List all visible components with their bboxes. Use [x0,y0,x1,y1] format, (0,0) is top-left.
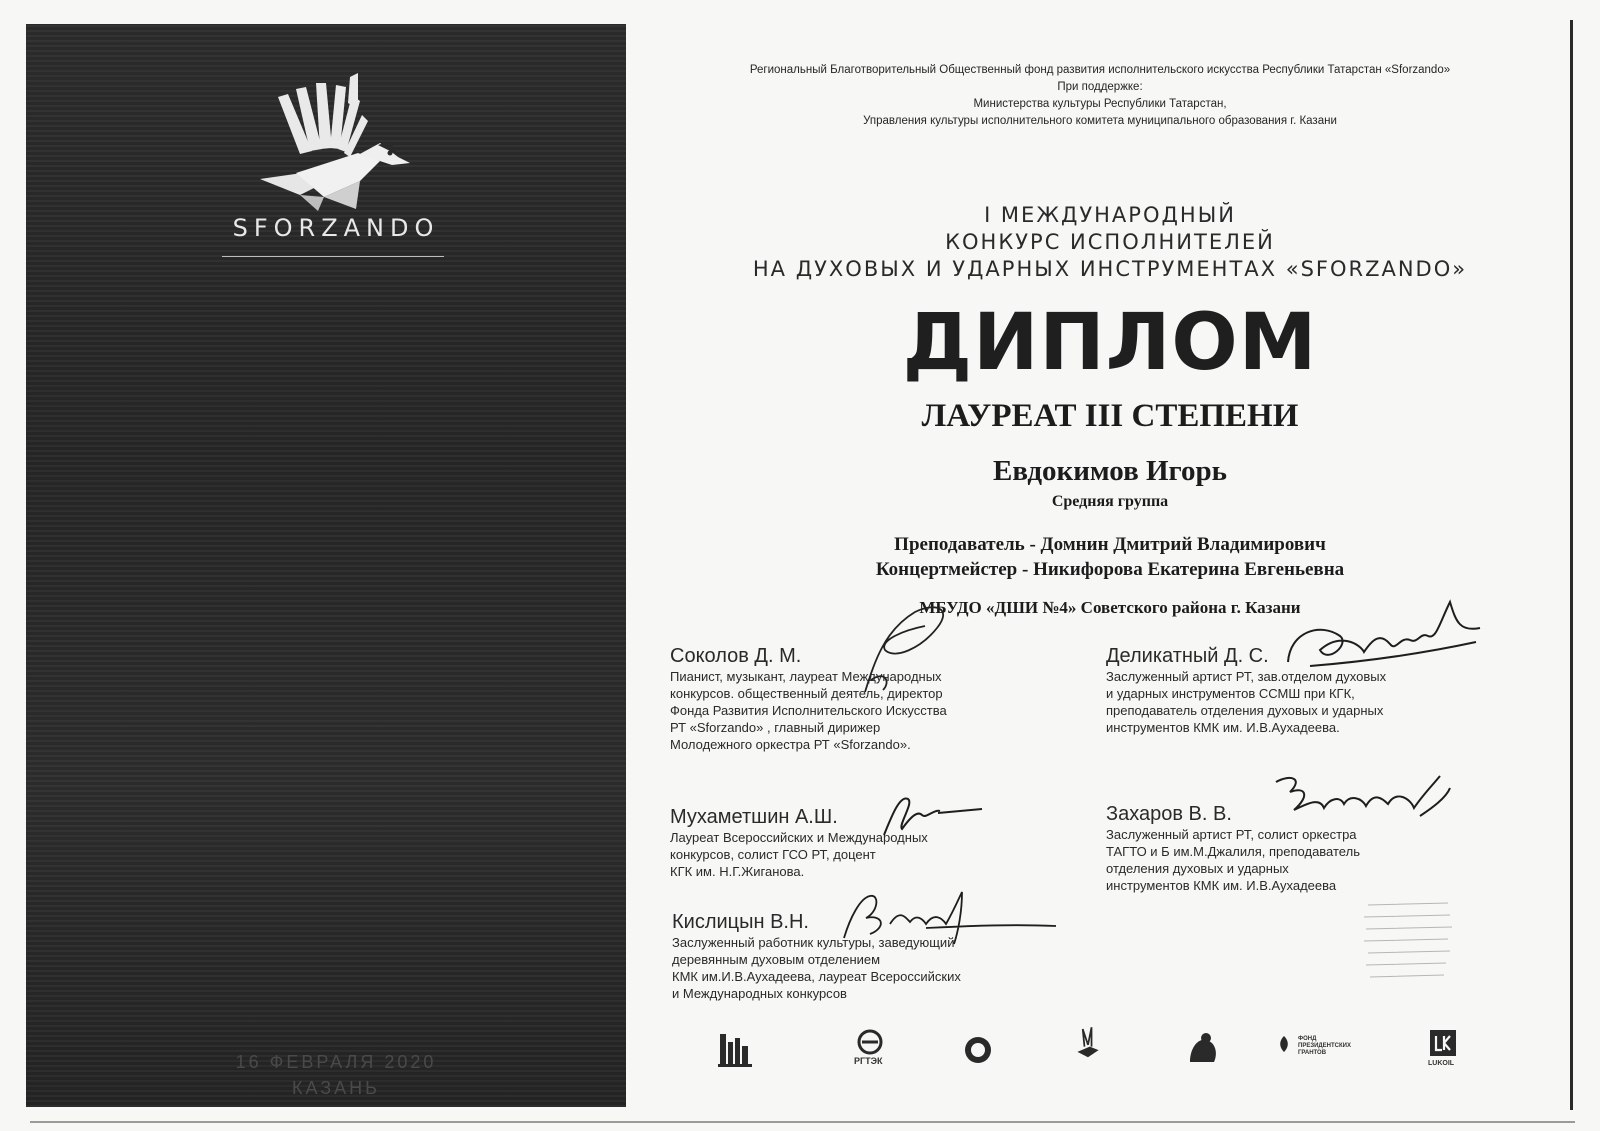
stamp-icon [1358,895,1458,995]
jury-desc [670,668,1050,753]
grants-line: ГРАНТОВ [1298,1050,1327,1056]
jury-desc-line: конкурсов. общественный деятель, директор [670,686,943,701]
jury-desc-line: конкурсов, солист ГСО РТ, доцент [670,847,876,862]
cover-panel [26,24,626,1107]
jury-member [1106,644,1506,736]
rgtek-logo [848,1028,892,1072]
jury-member [670,644,1050,753]
jury-desc-line: ТАГТО и Б им.М.Джалиля, преподаватель [1106,844,1360,859]
grants-flame-icon [1274,1034,1294,1054]
event-city: КАЗАНЬ [292,1078,380,1098]
jury-desc-line: инструментов КМК им. И.В.Аухадеева. [1106,720,1340,735]
competition-line: НА ДУХОВЫХ И УДАРНЫХ ИНСТРУМЕНТАХ «SFORZANDO» [752,257,1468,281]
jury-member [670,805,1050,880]
laureate-degree: ЛАУРЕАТ III СТЕПЕНИ [921,398,1299,434]
jury-desc-line: РТ «Sforzando» , главный дирижер [670,720,881,735]
jury-desc-line: деревянным духовым отделением [672,952,881,967]
jury-desc-line: Заслуженный артист РТ, зав.отделом духовых [1106,669,1387,684]
rgtek-label: РГТЭК [854,1056,883,1066]
bird-logo-icon [240,69,430,229]
jury-desc-line: и Международных конкурсов [672,986,847,1001]
organizer-header [660,62,1540,130]
sforzando-bird-icon [1066,1022,1110,1066]
jury-desc-line: КГК им. Н.Г.Жиганова. [670,864,805,879]
lukoil-logo-icon [1428,1028,1458,1058]
presidential-grants-logo [1274,1034,1364,1074]
jury-name: Захаров В. В. [1106,803,1232,825]
scan-edge [1570,20,1573,1110]
sponsor-logos [716,1028,1476,1078]
organizer-line: Министерства культуры Республики Татарстан, [973,98,1227,110]
logo-divider [222,256,444,257]
jury-desc-line: Заслуженный артист РТ, солист оркестра [1106,827,1357,842]
snow-leopard-icon [1182,1028,1226,1072]
jury-desc-line: Заслуженный работник культуры, заведующий [672,935,955,950]
jury-desc-line: КМК им.И.В.Аухадеева, лауреат Всероссийских [672,969,961,984]
event-date: 16 ФЕВРАЛЯ 2020 [235,1052,437,1072]
teachers-block [690,532,1530,582]
jury-desc-line: Фонда Развития Исполнительского Искусства [670,703,947,718]
jury-desc [670,829,1050,880]
jury-desc [672,934,1072,1002]
jury-desc-line: и ударных инструментов ССМШ при КГК, [1106,686,1355,701]
lukoil-logo [1428,1028,1468,1072]
competition-line: I МЕЖДУНАРОДНЫЙ [984,203,1236,227]
jury-desc-line: инструментов КМК им. И.В.Аухадеева [1106,878,1337,893]
tatarstan-emblem-icon [956,1028,1000,1072]
jury-member [672,910,1072,1002]
grants-line: ПРЕЗИДЕНТСКИХ [1298,1043,1351,1049]
rgtek-logo-icon [848,1028,892,1058]
teacher: Преподаватель - Домнин Дмитрий Владимирович [894,534,1326,555]
jury-desc-line: Пианист, музыкант, лауреат Международных [670,669,942,684]
diploma-title: ДИПЛОМ [902,298,1318,388]
city-logo-icon [716,1028,760,1072]
organizer-line: Региональный Благотворительный Общественный фонд развития исполнительского искусства Республики Татарстан «Sforzando» [749,64,1451,76]
jury-name: Кислицын В.Н. [672,911,809,933]
scan-edge [30,1121,1575,1123]
organizer-line: Управления культуры исполнительного комитета муниципального образования г. Казани [863,115,1337,127]
competition-line: КОНКУРС ИСПОЛНИТЕЛЕЙ [945,230,1275,254]
jury-desc [1106,826,1506,894]
jury-name: Соколов Д. М. [670,645,802,667]
age-group: Средняя группа [1051,493,1169,510]
grants-line: ФОНД [1298,1036,1317,1042]
jury-desc [1106,668,1506,736]
competition-title [690,202,1530,283]
event-date-block [186,1049,486,1101]
jury-desc-line: отделения духовых и ударных [1106,861,1289,876]
jury-desc-line: Молодежного оркестра РТ «Sforzando». [670,737,911,752]
jury-member [1106,802,1506,894]
lukoil-label: LUKOIL [1428,1060,1455,1067]
organizer-line: При поддержке: [1057,81,1143,93]
jury-name: Деликатный Д. С. [1106,645,1269,667]
jury-desc-line: Лауреат Всероссийских и Международных [670,830,928,845]
jury-desc-line: преподаватель отделения духовых и ударных [1106,703,1384,718]
accompanist: Концертмейстер - Никифорова Екатерина Евгеньевна [875,559,1345,580]
winner-name: Евдокимов Игорь [993,455,1227,487]
brand-wordmark: SFORZANDO [232,214,440,242]
school-name: МБУДО «ДШИ №4» Советского района г. Казани [919,598,1301,617]
jury-name: Мухаметшин А.Ш. [670,806,838,828]
